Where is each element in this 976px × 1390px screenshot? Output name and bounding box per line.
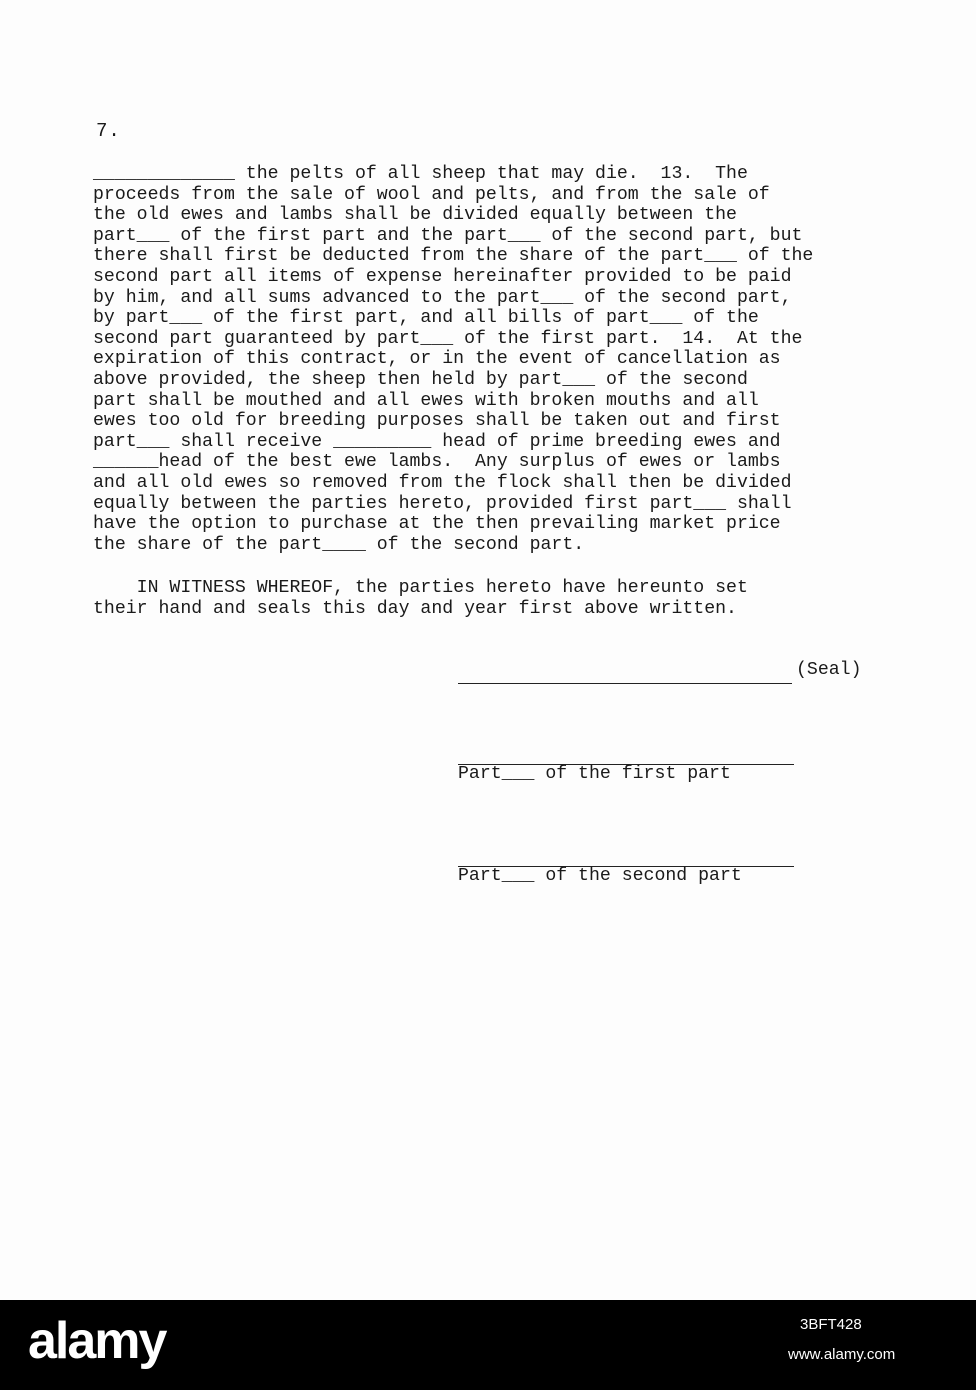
body-line: the old ewes and lambs shall be divided equally between the <box>93 205 737 226</box>
body-line: expiration of this contract, or in the event of cancellation as <box>93 349 781 370</box>
body-line: by part___ of the first part, and all bills of part___ of the <box>93 308 759 329</box>
body-line: equally between the parties hereto, provided first part___ shall <box>93 493 792 514</box>
first-part-label: Part___ of the first part <box>458 764 731 784</box>
body-line: part___ shall receive _________ head of prime breeding ewes and <box>93 431 781 452</box>
body-line: ewes too old for breeding purposes shall be taken out and first <box>93 411 781 432</box>
body-line: ______head of the best ewe lambs. Any surplus of ewes or lambs <box>93 452 781 473</box>
body-line: proceeds from the sale of wool and pelts, and from the sale of <box>93 184 770 205</box>
witness-line: IN WITNESS WHEREOF, the parties hereto have hereunto set <box>93 578 748 598</box>
alamy-url: www.alamy.com <box>788 1346 896 1363</box>
page-number: 7. <box>96 120 121 142</box>
image-code: 3BFT428 <box>800 1316 862 1333</box>
body-line: above provided, the sheep then held by part___ of the second <box>93 369 748 390</box>
body-line: by him, and all sums advanced to the part___ of the second part, <box>93 287 792 308</box>
body-line: second part all items of expense hereinafter provided to be paid <box>93 266 792 287</box>
body-line: the share of the part____ of the second part. <box>93 534 585 555</box>
body-line: have the option to purchase at the then prevailing market price <box>93 514 781 535</box>
body-line: part shall be mouthed and all ewes with broken mouths and all <box>93 390 759 411</box>
body-line: there shall first be deducted from the share of the part___ of the <box>93 246 814 267</box>
svg-text:alamy: alamy <box>28 1312 166 1370</box>
body-line: second part guaranteed by part___ of the first part. 14. At the <box>93 328 803 349</box>
body-line: and all old ewes so removed from the flock shall then be divided <box>93 472 792 493</box>
witness-clause <box>93 578 933 619</box>
contract-body-text <box>93 164 933 555</box>
body-line: part___ of the first part and the part___ of the second part, but <box>93 225 803 246</box>
alamy-logo <box>26 1312 226 1374</box>
body-line: _____________ the pelts of all sheep that may die. 13. The <box>93 164 748 184</box>
seal-signature-line <box>458 683 792 684</box>
seal-label: (Seal) <box>796 660 862 680</box>
witness-line: their hand and seals this day and year first above written. <box>93 598 737 619</box>
second-part-label: Part___ of the second part <box>458 866 742 886</box>
